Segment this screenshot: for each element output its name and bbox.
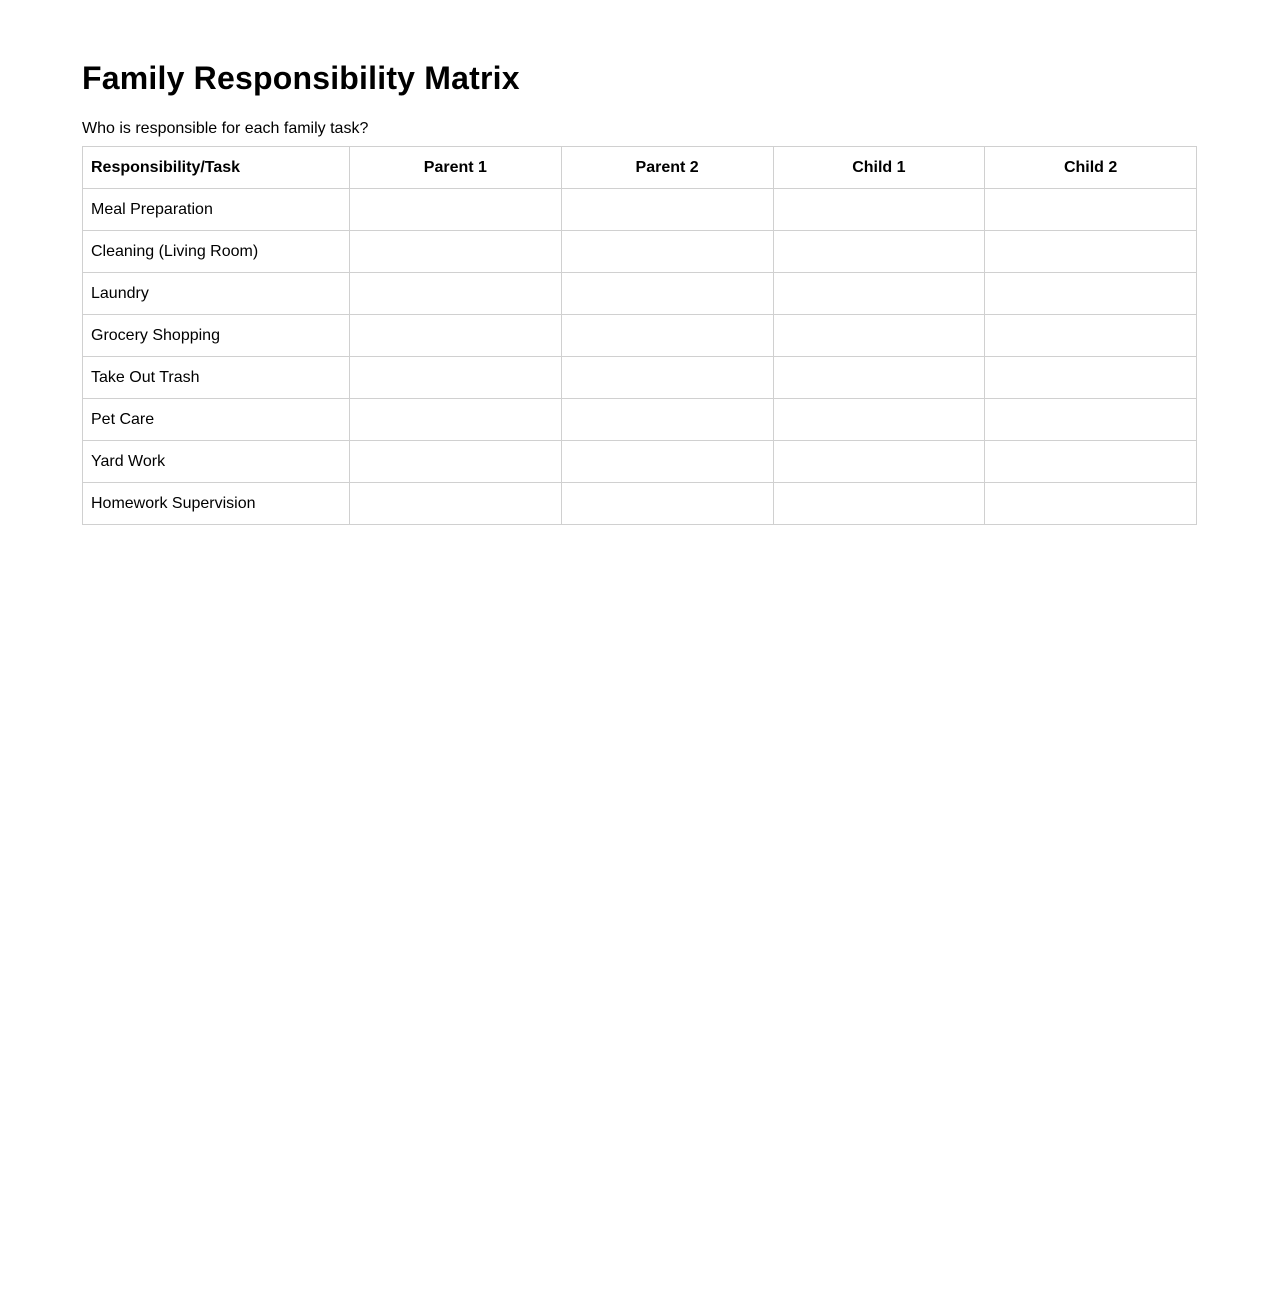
assignment-cell[interactable] [350, 357, 562, 399]
task-name-cell: Pet Care [83, 399, 350, 441]
table-row [83, 273, 1197, 315]
assignment-cell[interactable] [773, 315, 985, 357]
assignment-cell[interactable] [773, 273, 985, 315]
assignment-cell[interactable] [985, 273, 1197, 315]
assignment-cell[interactable] [985, 399, 1197, 441]
column-header-child-2: Child 2 [985, 147, 1197, 189]
assignment-cell[interactable] [985, 315, 1197, 357]
header-row [83, 147, 1197, 189]
assignment-cell[interactable] [561, 483, 773, 525]
assignment-cell[interactable] [773, 231, 985, 273]
assignment-cell[interactable] [773, 189, 985, 231]
page-subtitle: Who is responsible for each family task? [82, 120, 369, 137]
table-row [83, 315, 1197, 357]
assignment-cell[interactable] [561, 399, 773, 441]
table-body [83, 189, 1197, 525]
assignment-cell[interactable] [350, 189, 562, 231]
column-header-task: Responsibility/Task [83, 147, 350, 189]
page-container [82, 58, 1196, 525]
assignment-cell[interactable] [561, 357, 773, 399]
assignment-cell[interactable] [773, 399, 985, 441]
task-name-cell: Homework Supervision [83, 483, 350, 525]
task-name-cell: Cleaning (Living Room) [83, 231, 350, 273]
assignment-cell[interactable] [985, 357, 1197, 399]
page-title: Family Responsibility Matrix [82, 60, 520, 96]
column-header-parent-2: Parent 2 [561, 147, 773, 189]
table-row [83, 441, 1197, 483]
column-header-child-1: Child 1 [773, 147, 985, 189]
assignment-cell[interactable] [350, 441, 562, 483]
assignment-cell[interactable] [985, 189, 1197, 231]
assignment-cell[interactable] [985, 441, 1197, 483]
assignment-cell[interactable] [350, 315, 562, 357]
assignment-cell[interactable] [561, 231, 773, 273]
table-row [83, 357, 1197, 399]
assignment-cell[interactable] [350, 399, 562, 441]
task-name-cell: Take Out Trash [83, 357, 350, 399]
table-header [83, 147, 1197, 189]
responsibility-matrix-table [82, 146, 1197, 525]
task-name-cell: Meal Preparation [83, 189, 350, 231]
assignment-cell[interactable] [350, 483, 562, 525]
assignment-cell[interactable] [773, 357, 985, 399]
table-row [83, 231, 1197, 273]
assignment-cell[interactable] [561, 315, 773, 357]
assignment-cell[interactable] [561, 441, 773, 483]
assignment-cell[interactable] [985, 483, 1197, 525]
task-name-cell: Yard Work [83, 441, 350, 483]
assignment-cell[interactable] [985, 231, 1197, 273]
table-row [83, 483, 1197, 525]
assignment-cell[interactable] [773, 483, 985, 525]
assignment-cell[interactable] [773, 441, 985, 483]
assignment-cell[interactable] [350, 273, 562, 315]
assignment-cell[interactable] [561, 273, 773, 315]
table-row [83, 399, 1197, 441]
column-header-parent-1: Parent 1 [350, 147, 562, 189]
table-row [83, 189, 1197, 231]
task-name-cell: Laundry [83, 273, 350, 315]
assignment-cell[interactable] [350, 231, 562, 273]
task-name-cell: Grocery Shopping [83, 315, 350, 357]
assignment-cell[interactable] [561, 189, 773, 231]
